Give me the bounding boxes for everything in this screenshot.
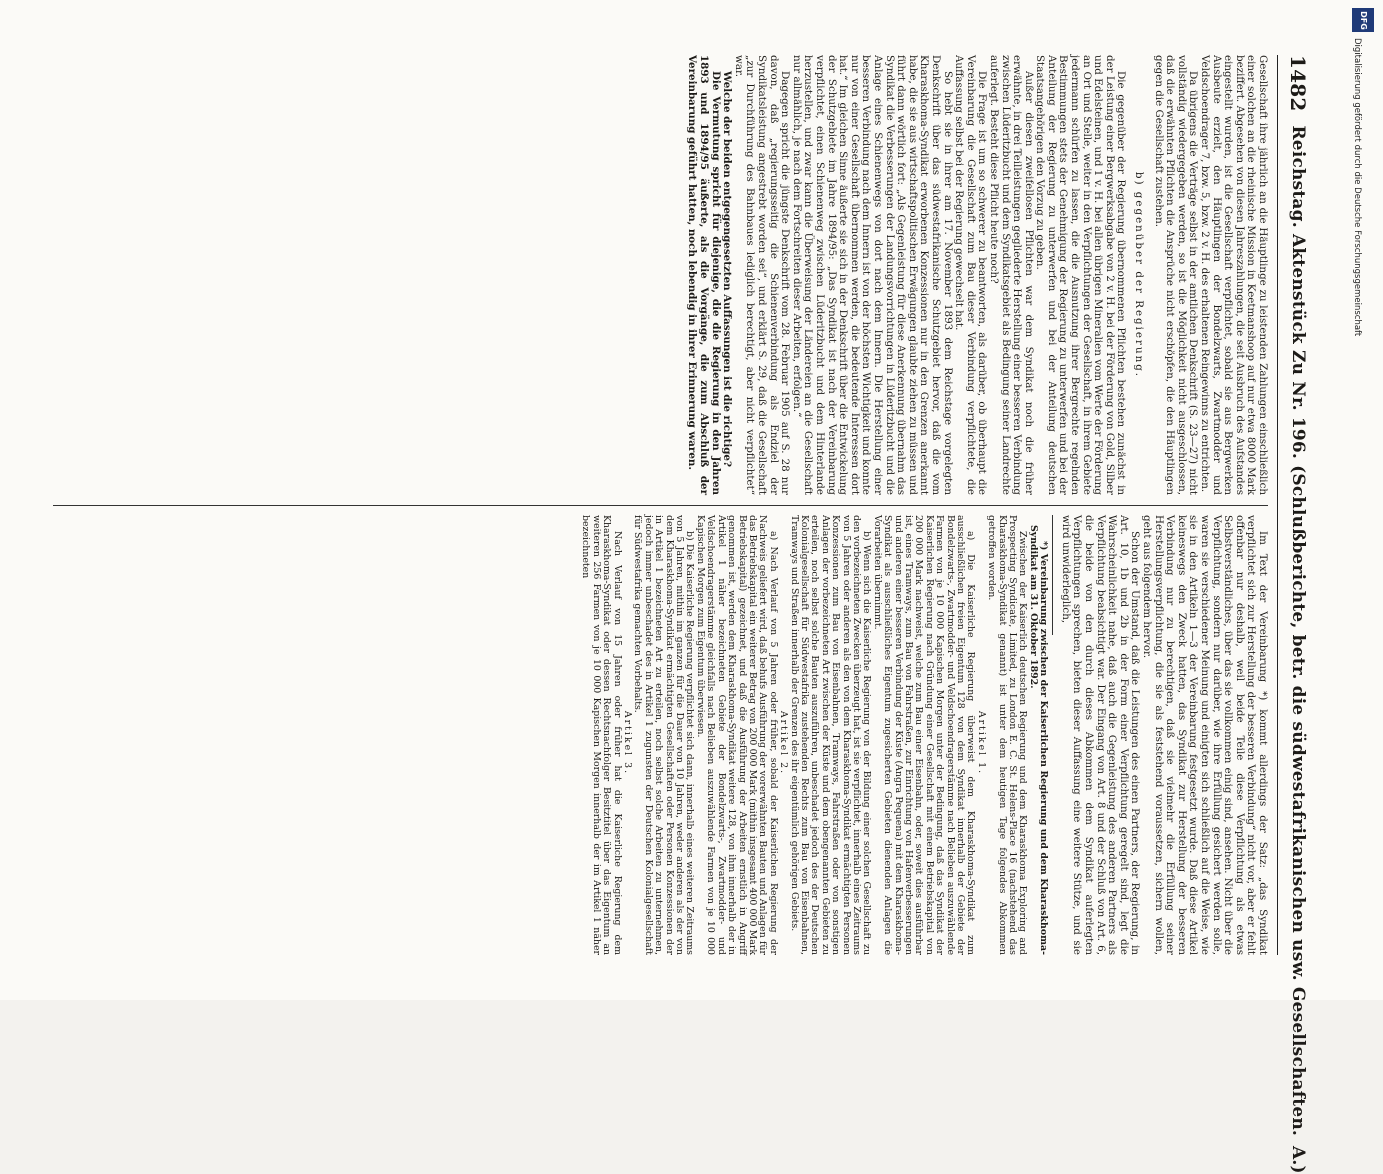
footnote-paragraph: b) Die Kaiserliche Regierung verpflichtet sich dann, innerhalb eines weiteren Zeitraums von 5 Jahren, mithin im ganzen für die Dauer von 10 Jahren, weder anderen als der von dem Kharaskhoma-Syndikat ermächtigten Gesellschaften oder Personen Konzessionen der in Artikel 1 bezeichneten Art zu erteilen, noch selbst solche Arbeiten zu unternehmen, jedoch immer unbeschadet des in Artikel 1 zugunsten der Deutschen Kolonialgesellschaft für Südwestafrika gemachten Vorbehalts. [632,515,696,955]
section-letter: A.) [1288,1146,1308,1174]
rotated-document-page [48,25,1318,1174]
page-title: Reichstag. Aktenstück Zu Nr. 196. (Schlußberichte, betr. die südwestafrikanischen usw. Gesellschaften. [1288,125,1308,1137]
paragraph: Die Vermutung spricht für diejenige, die die Regierung in den Jahren 1893 und 1894/95 äußerte, als die Vorgänge, die zum Abschluß der Vereinbarung geführt hatten, noch lebendig in ihrer Erinnerung waren. [686,55,722,495]
footnote-title: *) Vereinbarung zwischen der Kaiserlichen Regierung und dem Kharaskhoma-Syndikat am 31. Oktober 1892. [1027,525,1050,955]
right-text-column [53,515,1268,955]
page-number: 1482 [1286,55,1310,112]
paragraph: Da übrigens die Verträge selbst in der amtlichen Denkschrift (S. 23—27) nicht vollständig wiedergegeben werden, so ist die Möglichkeit nicht ausgeschlossen, daß die erwähnten Pflichten die Ansprüche nicht erschöpfen, die den Häuptlingen gegen die Gesellschaft zustehen. [1152,55,1200,495]
left-text-column [53,55,1268,495]
footnote-paragraph: Zwischen der Kaiserlich deutschen Regierung und dem Kharaskhoma Exploring and Prospecting Syndicate, Limited, zu London E. C. St. Helens-Place 16 (nachstehend das Kharaskhoma-Syndikat genannt) ist unter dem heutigen Tage folgendes Abkommen getroffen worden. [986,515,1029,955]
page-header [1277,55,1318,1174]
footnote [580,515,1048,955]
paragraph: Dagegen spricht die jüngste Denkschrift vom 28. Februar 1905 auf S. 28 nur davon, daß „regierungsseitig die Schienenverbindung als Endziel der Syndikatsleistung angestrebt worden sei“, und erklärt S. 29, daß die Gesellschaft „zur Durchführung des Bahnbaues lediglich berechtigt, aber nicht verpflichtet“ war. [732,55,792,495]
footnote-paragraph: Nach Verlauf von 15 Jahren oder früher hat die Kaiserliche Regierung dem Kharaskhoma-Syndikat oder dessen Rechtsnachfolger Besitztitel über das Eigentum an weiteren 256 Farmen von je 10 000 Kapischen Morgen innerhalb der im Artikel 1 näher bezeichneten [580,515,623,955]
footnote-rule [1052,515,1053,635]
dfg-logo [1352,8,1374,32]
article-heading: Artikel 3. [622,710,634,776]
footnote-paragraph: a) Die Kaiserliche Regierung überweist dem Kharaskhoma-Syndikat zum ausschließlichen freien Eigentum 128 von dem Syndikat innerhalb der Gebiete der Bondelzwarts-, Zwartmodder- und Veldschoendragerstämme nach Belieben auszuwählende Farmen von je 10 000 Kapischen Morgen unter der Bedingung, daß das Syndikat der Kaiserlichen Regierung nach Gründung einer Gesellschaft mit einem Betriebskapital von 200 000 Mark nachweist, welche zum Bau einer Eisenbahn, oder, soweit dies ausführbar ist, eines Tramways, zum Bau von Fahrstraßen, zur Einrichtung von Hafenverbesserungen und anderen einer besseren Verbindung der Küste (Angra Pequena) mit dem Kharaskhoma-Syndikat als ausschließliches Eigentum zugesicherten Gebieten dienenden Anlagen die Vorarbeiten übernimmt. [871,515,977,955]
paragraph: Die gegenüber der Regierung übernommenen Pflichten bestehen zunächst in der Leistung einer Bergwerksabgabe von 2 v. H. bei der Förderung von Gold, Silber und Edelsteinen, und 1 v. H. bei allen übrigen Mineralien vom Werte der Förderung an Ort und Stelle, weiter in den Verpflichtungen der Gesellschaft, in ihrem Gebiete jedermann schürfen zu lassen, die die Ausnutzung ihrer Bergrechte regelnden Bestimmungen stets der Genehmigung der Regierung zu unterwerfen und bei der Anteilung der Regierung zu unterwerfen und bei der Anteilung deutschen Staatsangehörigen den Vorzug zu geben. [1034,55,1128,495]
subheading: b) gegenüber der Regierung. [1133,171,1146,379]
footnote-paragraph: b) Wenn sich die Kaiserliche Regierung von der Bildung einer solchen Gesellschaft zu den vorbezeichneten Zwecken überzeugt hat, ist sie verpflichtet, innerhalb eines Zeitraums von 5 Jahren oder anderen als den von dem Kharaskhoma-Syndikat ermächtigten Personen Konzessionen zum Bau von Eisenbahnen, Tramways, Fahrstraßen oder von sonstigen Anlagen der vorbezeichneten Art zwischen der Küste und dem obengenannten Gebieten zu erteilen, noch selbst solche Bauten auszuführen, unbeschadet jedoch des der Deutschen Kolonialgesellschaft für Südwestafrika zustehenden Rechts zum Bau von Eisenbahnen, Tramways und Straßen innerhalb der Grenzen des ihr eigentümlich gehörigen Gebiets. [788,515,873,955]
paragraph: So hebt sie in ihrer am 17. November 1893 dem Reichstage vorgelegten Denkschrift über das südwestafrikanische Schutzgebiet hervor, daß die vom Kharaskhoma-Syndikat erworbenen Konzessionen nur in den Grenzen anerkannt habe, die sie aus wirtschaftspolitischen Erwägungen glaubte ziehen zu müssen und führt dann wörtlich fort: „Als Gegenleistung für diese Anerkennung übernahm das Syndikat die Verbesserungen der Landungsvorrichtungen in Lüderitzbucht und die Anlage eines Schienenwegs von dort nach dem Innern. Die Herstellung einer besseren Verbindung nach dem Innern ist von der höchsten Wichtigkeit und konnte nur von einer Gesellschaft übernommen werden, die bedeutende Interessen dort hat.“ Im gleichen Sinne äußerte sie sich in der Denkschrift über die Entwickelung der Schutzgebiete im Jahre 1894/95: „Das Syndikat ist nach der Vereinbarung verpflichtet, einen Schienenweg zwischen Lüderitzbucht und dem Hinterlande herzustellen, und zwar kann die Überweisung der Ländereien an die Gesellschaft nur allmählich, je nach dem Fortschreiten dieser Arbeiten, erfolgen.“ [790,55,954,495]
paragraph: Die Frage ist um so schwerer zu beantworten, als darüber, ob überhaupt die Vereinbarung die Gesellschaft zum Bau dieser Verbindung verpflichtete, die Auffassung selbst bei der Regierung gewechselt hat. [953,55,989,495]
paragraph: Außer diesen zweifellosen Pflichten war dem Syndikat noch die früher erwähnte, in drei Teilleistungen gegliederte Herstellung einer besseren Verbindung zwischen Lüderitzbucht und dem Syndikatsgebiet als Bedingung seiner Landrechte auferlegt. Besteht diese Pflicht heute noch? [987,55,1035,495]
funding-attribution: Digitalisierung gefördert durch die Deutsche Forschungsgemeinschaft [1352,38,1362,337]
dfg-logo-text: DFG [1358,10,1368,30]
article-heading: Artikel 2. [778,710,790,776]
paragraph: Welche der beiden entgegengesetzten Auffassungen ist die richtige? [721,71,734,468]
footnote-paragraph: a) Nach Verlauf von 5 Jahren oder früher, sobald der Kaiserlichen Regierung der Nachweis geliefert wird, daß behufs Ausführung der vorerwähnten Bauten und Anlagen für das Betriebskapital ein weiterer Betrag von 200 000 Mark (mithin insgesamt 400 000 Mark Betriebskapital) gezeichnet, und daß die Ausführung der Arbeiten ernstlich in Angriff genommen ist, werden dem Kharaskhoma-Syndikat weitere 128, von ihm innerhalb der in Artikel 1 näher bezeichneten Gebiete der Bondelzwarts-, Zwartmodder- und Veldschoendragerstämme gleichfalls nach Belieben auszuwählende Farmen von je 10 000 Kapischen Morgen zum Eigentum überwiesen. [694,515,779,955]
paragraph: Gesellschaft ihre jährlich an die Häuptlinge zu leistenden Zahlungen einschließlich einer solchen an die rheinische Mission in Keetmanshoop auf nur etwa 8000 Mark beziffert. Abgesehen von diesen Jahreszahlungen, die seit Ausbruch des Aufstandes eingestellt wurden, ist die Gesellschaft verpflichtet, sobald sie aus Bergwerken Ausbeute erzielt, den Häuptlingen der Bondelzwarts, Zwartmodder und Veldschoendrager 7, bzw. 5, bzw. 2 v. H. des erhaltenen Reingewinns zu entrichten. [1199,55,1269,495]
paragraph: Schon der Umstand, daß die Leistungen des einen Partners, der Regierung, in Art. 10, 1b und 2b in der Form einer Verpflichtung geregelt sind, legt die Wahrscheinlichkeit nahe, daß auch die Gegenleistung des anderen Partners als Verpflichtung beabsichtigt war. Der Eingang von Art. 8 und der Schluß von Art. 6, die beide von den durch dieses Abkommen dem Syndikat auferlegten Verpflichtungen sprechen, bieten dieser Auffassung eine weitere Stütze, und sie wird unwiderleglich, [1059,515,1142,955]
column-divider [53,505,1268,506]
article-heading: Artikel 1. [975,710,987,776]
paragraph: Im Text der Vereinbarung *) kommt allerdings der Satz: „das Syndikat verpflichtet sich zur Herstellung der besseren Verbindung“ nicht vor, aber er fehlt offenbar nur deshalb, weil beide Teile diese Verpflichtung als etwas Selbstverständliches, über das sie vollkommen einig sind, ansehen. Nicht über die Verpflichtung, sondern nur darüber, wie ihre Erfüllung gesichert werden solle, waren sie verschiedener Meinung und einigten sich schließlich auf die Weise, wie sie in den Artikeln 1—3 der Vereinbarung festgesetzt wurde. Daß diese Artikel keineswegs den Zweck hatten, das Syndikat zur Herstellung der besseren Verbindung nur zu berechtigen, daß sie vielmehr die Erfüllung seiner Herstellungsverpflichtung, die sie als feststehend voraussetzen, sichern wollen, geht aus folgendem hervor. [1141,515,1269,955]
